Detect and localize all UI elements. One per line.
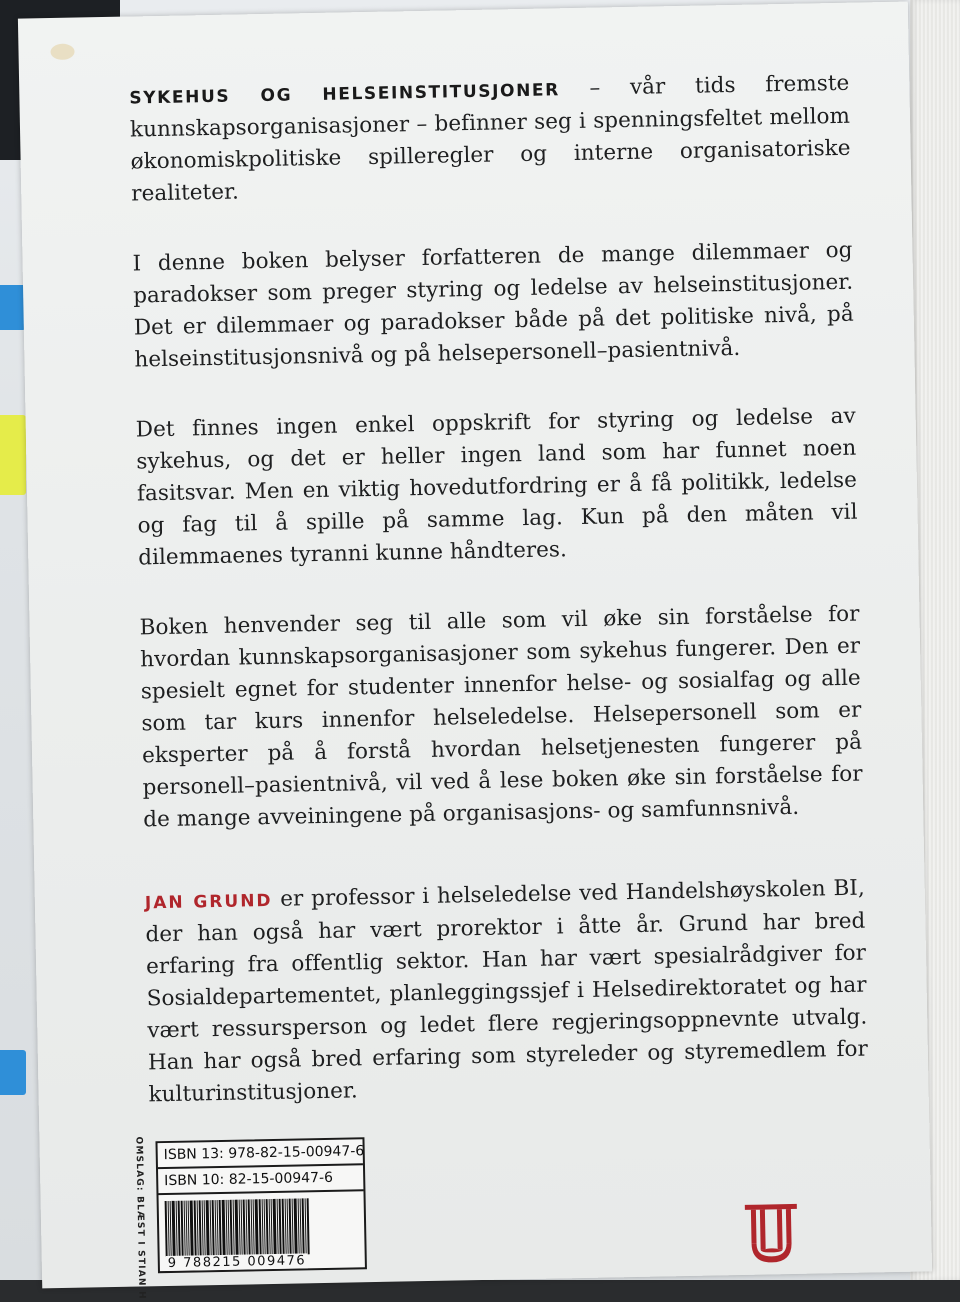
barcode-bar	[307, 1198, 310, 1254]
sticky-tab-blue-bottom	[0, 1050, 26, 1095]
author-name: JAN GRUND	[144, 890, 273, 914]
paragraph-3: Det finnes ingen enkel oppskrift for styring og ledelse av sykehus, og det er heller ingen land som har funnet noen fasitsvar. Men en viktig hovedutfordring er å få politikk, ledelse og fag til å spille på samme lag. Kun på den måten vil dilemmaenes tyranni kunne håndteres.	[135, 403, 858, 571]
paragraph-2: I denne boken belyser forfatteren de mange dilemmaer og paradokser som preger styring og ledelse av helseinstitusjoner. Det er dilemmaer og paradokser både på det politiske nivå, på helseinstitusjonsnivå og på helsepersonell–pasientnivå.	[132, 237, 854, 373]
book-back-cover	[18, 2, 932, 1300]
intro-lead: SYKEHUS OG HELSEINSTITUSJONER	[129, 80, 561, 109]
barcode	[159, 1191, 365, 1271]
paragraph-4: Boken henvender seg til alle som vil øke sin forståelse for hvordan kunnskapsorganisasjoner som sykehus fungerer. Den er spesielt egnet for studenter innenfor helse- og sosialfag og alle som tar kurs innenfor helseledelse. Helsepersonell som er eksperter på å forstå hvordan helsetjenesten fungerer på personell–pasientnivå, vil ved å lese boken øke sin forståelse for de mange avveiningene på organisasjons- og samfunnsnivå.	[139, 601, 863, 833]
isbn-10: ISBN 10: 82-15-00947-6	[158, 1165, 363, 1195]
publisher-logo-icon	[741, 1202, 802, 1265]
author-bio: er professor i helseledelse ved Handelshøyskolen BI, der han også har vært prorektor i åtte år. Grund har bred erfaring fra offentlig sektor. Han har vært spesialrådgiver for Sosialdepartementet, planleggingssjef i Helsedirektoratet og har vært ressursperson og ledet flere regjeringsoppnevnte utvalg. Han har også bred erfaring som styreleder og styremedlem for kulturinstitusjoner.	[145, 875, 869, 1108]
barcode-bars	[165, 1197, 359, 1257]
sticky-tab-blue-top	[0, 285, 26, 330]
cover-credit: OMSLAG: BLÆST I STIAN H	[133, 1136, 147, 1300]
author-bio-paragraph	[145, 873, 869, 1112]
intro-rest: – vår tids fremste kunnskapsorganisasjoner – befinner seg i spenningsfeltet mellom økonomiskpolitiske spilleregler og interne organisatoriske realiteter.	[129, 70, 851, 207]
blurb-text	[129, 68, 869, 1150]
isbn-13: ISBN 13: 978-82-15-00947-6	[158, 1139, 363, 1169]
isbn-box	[155, 1137, 366, 1273]
intro-paragraph	[129, 68, 851, 211]
cover-stain	[50, 44, 74, 60]
sticky-tab-yellow	[0, 415, 26, 495]
barcode-digits: 9 788215 009476	[167, 1253, 307, 1272]
